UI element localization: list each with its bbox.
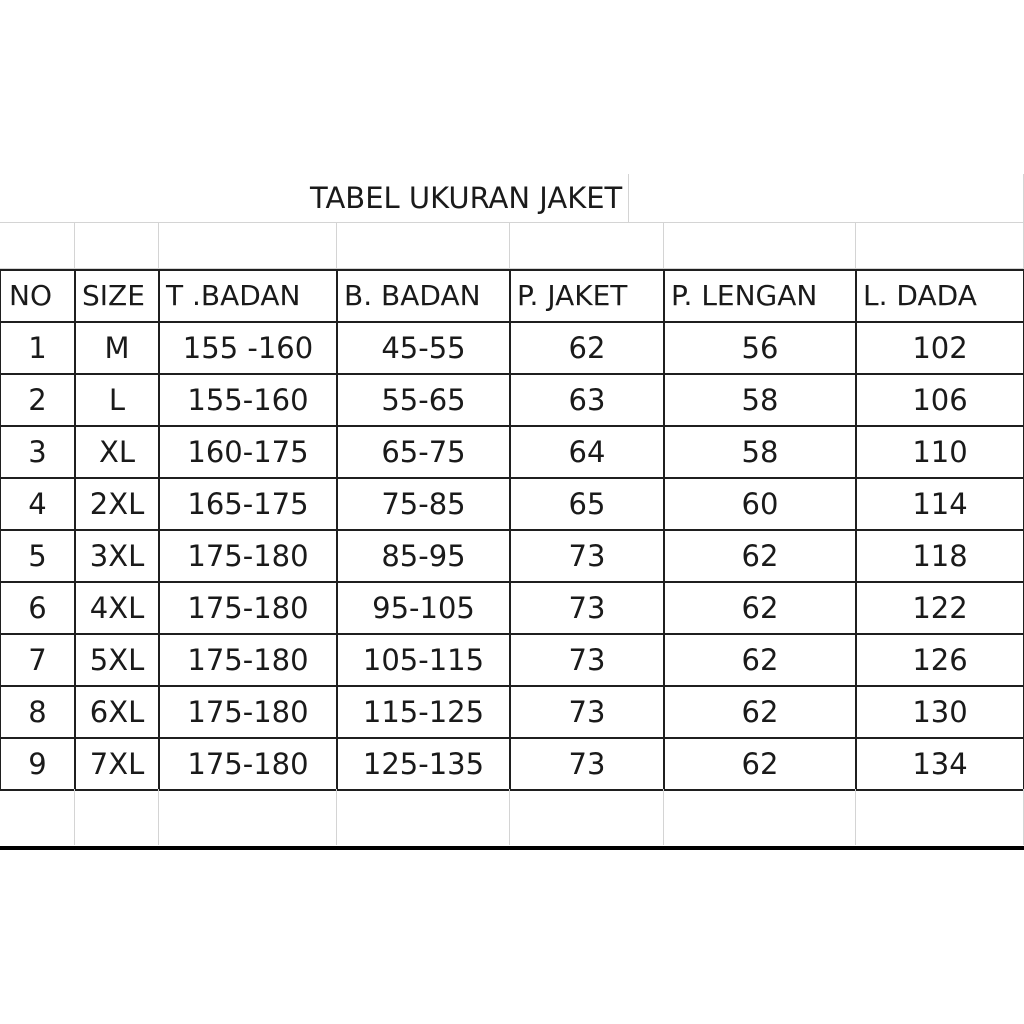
table-cell-b-badan[interactable]: 105-115 <box>338 635 511 687</box>
table-cell-size[interactable]: XL <box>76 427 160 479</box>
table-cell-t-badan[interactable]: 160-175 <box>160 427 338 479</box>
empty-row <box>0 789 1024 845</box>
table-cell-t-badan[interactable]: 155 -160 <box>160 323 338 375</box>
table-title: TABEL UKURAN JAKET <box>310 174 629 223</box>
table-cell-b-badan[interactable]: 45-55 <box>338 323 511 375</box>
table-cell-l-dada[interactable]: 106 <box>857 375 1024 427</box>
empty-cell[interactable] <box>857 174 1024 223</box>
table-cell-p-jaket[interactable]: 73 <box>511 531 665 583</box>
table-cell-p-lengan[interactable]: 60 <box>665 479 857 531</box>
table-cell-p-lengan[interactable]: 62 <box>665 687 857 739</box>
table-cell-p-jaket[interactable]: 64 <box>511 427 665 479</box>
table-cell-p-lengan[interactable]: 56 <box>665 323 857 375</box>
table-cell-size[interactable]: L <box>76 375 160 427</box>
spreadsheet-area <box>0 174 1024 850</box>
empty-cell[interactable] <box>510 789 664 845</box>
table-cell-p-jaket[interactable]: 73 <box>511 583 665 635</box>
table-cell-p-lengan[interactable]: 62 <box>665 635 857 687</box>
empty-cell[interactable] <box>0 789 75 845</box>
table-cell-p-lengan[interactable]: 58 <box>665 427 857 479</box>
table-cell-t-badan[interactable]: 175-180 <box>160 739 338 791</box>
table-cell-size[interactable]: 6XL <box>76 687 160 739</box>
table-cell-no[interactable]: 1 <box>1 323 76 375</box>
table-cell-size[interactable]: M <box>76 323 160 375</box>
table-cell-p-jaket[interactable]: 63 <box>511 375 665 427</box>
table-cell-size[interactable]: 7XL <box>76 739 160 791</box>
table-cell-l-dada[interactable]: 110 <box>857 427 1024 479</box>
table-cell-l-dada[interactable]: 122 <box>857 583 1024 635</box>
title-cell[interactable] <box>0 174 857 223</box>
table-cell-p-jaket[interactable]: 62 <box>511 323 665 375</box>
table-cell-t-badan[interactable]: 155-160 <box>160 375 338 427</box>
header-cell-p-lengan[interactable]: P. LENGAN <box>665 271 857 323</box>
table-cell-l-dada[interactable]: 118 <box>857 531 1024 583</box>
empty-cell[interactable] <box>337 223 510 269</box>
table-cell-no[interactable]: 3 <box>1 427 76 479</box>
table-cell-b-badan[interactable]: 115-125 <box>338 687 511 739</box>
table-cell-no[interactable]: 5 <box>1 531 76 583</box>
table-cell-no[interactable]: 4 <box>1 479 76 531</box>
table-cell-p-lengan[interactable]: 58 <box>665 375 857 427</box>
table-cell-size[interactable]: 4XL <box>76 583 160 635</box>
empty-row <box>0 223 1024 269</box>
size-table <box>0 269 1024 791</box>
table-cell-l-dada[interactable]: 102 <box>857 323 1024 375</box>
table-cell-l-dada[interactable]: 114 <box>857 479 1024 531</box>
empty-cell[interactable] <box>664 789 856 845</box>
table-cell-l-dada[interactable]: 126 <box>857 635 1024 687</box>
table-cell-t-badan[interactable]: 175-180 <box>160 687 338 739</box>
table-cell-no[interactable]: 8 <box>1 687 76 739</box>
table-cell-t-badan[interactable]: 175-180 <box>160 583 338 635</box>
empty-cell[interactable] <box>856 789 1024 845</box>
table-cell-no[interactable]: 7 <box>1 635 76 687</box>
table-cell-b-badan[interactable]: 65-75 <box>338 427 511 479</box>
header-cell-b-badan[interactable]: B. BADAN <box>338 271 511 323</box>
table-cell-size[interactable]: 3XL <box>76 531 160 583</box>
table-cell-b-badan[interactable]: 85-95 <box>338 531 511 583</box>
table-cell-b-badan[interactable]: 95-105 <box>338 583 511 635</box>
table-cell-b-badan[interactable]: 75-85 <box>338 479 511 531</box>
title-row <box>0 174 1024 223</box>
table-cell-b-badan[interactable]: 125-135 <box>338 739 511 791</box>
table-cell-p-lengan[interactable]: 62 <box>665 531 857 583</box>
empty-cell[interactable] <box>159 223 337 269</box>
header-cell-t-badan[interactable]: T .BADAN <box>160 271 338 323</box>
table-cell-l-dada[interactable]: 134 <box>857 739 1024 791</box>
table-cell-p-jaket[interactable]: 73 <box>511 739 665 791</box>
empty-cell[interactable] <box>75 789 159 845</box>
empty-cell[interactable] <box>75 223 159 269</box>
table-cell-p-jaket[interactable]: 65 <box>511 479 665 531</box>
table-cell-size[interactable]: 5XL <box>76 635 160 687</box>
empty-cell[interactable] <box>856 223 1024 269</box>
table-cell-t-badan[interactable]: 175-180 <box>160 531 338 583</box>
table-cell-no[interactable]: 2 <box>1 375 76 427</box>
table-cell-l-dada[interactable]: 130 <box>857 687 1024 739</box>
empty-cell[interactable] <box>337 789 510 845</box>
table-cell-p-lengan[interactable]: 62 <box>665 739 857 791</box>
table-cell-p-jaket[interactable]: 73 <box>511 635 665 687</box>
table-cell-p-lengan[interactable]: 62 <box>665 583 857 635</box>
table-cell-no[interactable]: 9 <box>1 739 76 791</box>
table-cell-size[interactable]: 2XL <box>76 479 160 531</box>
header-cell-l-dada[interactable]: L. DADA <box>857 271 1024 323</box>
table-cell-no[interactable]: 6 <box>1 583 76 635</box>
empty-cell[interactable] <box>510 223 664 269</box>
empty-cell[interactable] <box>159 789 337 845</box>
table-cell-p-jaket[interactable]: 73 <box>511 687 665 739</box>
empty-cell[interactable] <box>664 223 856 269</box>
header-cell-size[interactable]: SIZE <box>76 271 160 323</box>
header-cell-no[interactable]: NO <box>1 271 76 323</box>
table-cell-t-badan[interactable]: 165-175 <box>160 479 338 531</box>
table-cell-t-badan[interactable]: 175-180 <box>160 635 338 687</box>
table-cell-b-badan[interactable]: 55-65 <box>338 375 511 427</box>
header-cell-p-jaket[interactable]: P. JAKET <box>511 271 665 323</box>
empty-cell[interactable] <box>0 223 75 269</box>
